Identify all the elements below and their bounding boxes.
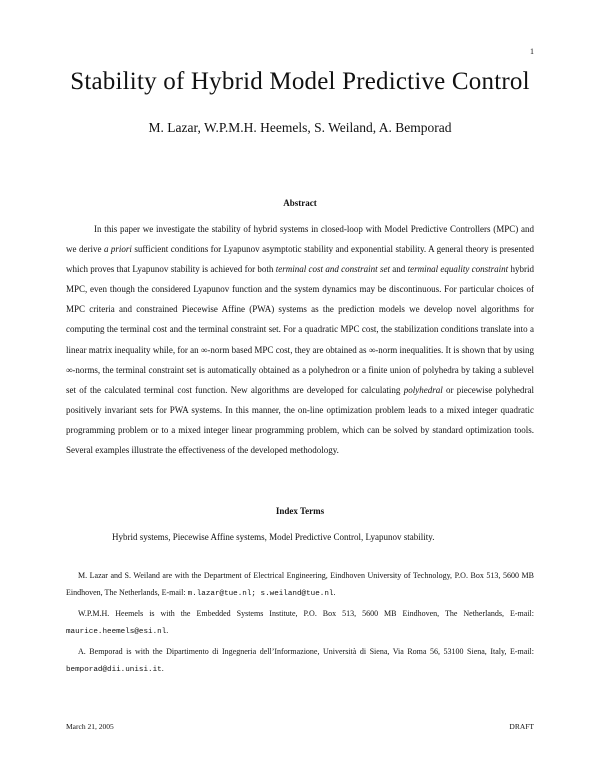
- footer-date: March 21, 2005: [66, 722, 114, 731]
- footnote-end: .: [161, 663, 164, 673]
- email-address: bemporad@dii.unisi.it: [66, 665, 162, 674]
- abstract-text: and: [389, 264, 408, 275]
- abstract-text: In this paper we investigate the stability of hybrid systems in closed-loop with Model Predictive Controllers (MPC) and we derive: [66, 224, 534, 255]
- abstract-emphasis: polyhedral: [403, 384, 443, 395]
- index-terms-heading: Index Terms: [275, 506, 325, 516]
- footer-draft-label: DRAFT: [509, 722, 534, 731]
- author-footnotes: [66, 567, 534, 680]
- index-terms-text: Hybrid systems, Piecewise Affine systems, Model Predictive Control, Lyapunov stability.: [112, 532, 435, 542]
- abstract-text: hybrid MPC, even though the considered Lyapunov function and the system dynamics may be discontinuous. For particular choices of MPC criteria and constrained Piecewise Affine (PWA) systems as the prediction models we develop novel algorithms for computing the terminal cost and the terminal constraint set. For a quadratic MPC cost, the stabilization conditions translate into a linear matrix inequality while, for an ∞-norm based MPC cost, they are obtained as ∞-norm inequalities. It is shown that by using ∞-norms, the terminal constraint set is automatically obtained as a polyhedron or a finite union of polyhedra by taking a sublevel set of the calculated terminal cost function. New algorithms are developed for calculating: [66, 264, 534, 395]
- abstract-emphasis: terminal cost and constraint set: [275, 264, 390, 275]
- footnote-end: .: [333, 588, 336, 597]
- abstract-emphasis: a priori: [103, 244, 132, 255]
- abstract-text: or piecewise polyhedral positively invariant sets for PWA systems. In this manner, the on-line optimization problem leads to a mixed integer quadratic programming problem or to a mixed integer linear programming problem, which can be solved by standard optimization tools. Several examples illustrate the effectiveness of the developed methodology.: [66, 384, 534, 456]
- abstract-emphasis: terminal equality constraint: [407, 264, 509, 275]
- footnote-text: W.P.M.H. Heemels is with the Embedded Systems Institute, P.O. Box 513, 5600 MB Eindhoven, The Netherlands, E-mail:: [78, 608, 534, 618]
- abstract-heading: Abstract: [283, 198, 317, 208]
- author-list: M. Lazar, W.P.M.H. Heemels, S. Weiland, A. Bemporad: [148, 120, 452, 135]
- page-number: 1: [530, 47, 534, 56]
- paper-title: Stability of Hybrid Model Predictive Control: [70, 68, 530, 95]
- abstract-text: sufficient conditions for Lyapunov asymptotic stability and exponential stability. A general theory is presented which proves that Lyapunov stability is achieved for both: [66, 244, 534, 275]
- footnote-lazar-weiland: [66, 567, 534, 603]
- footnote-end: .: [166, 625, 169, 635]
- footnote-text: M. Lazar and S. Weiland are with the Department of Electrical Engineering, Eindhoven University of Technology, P.O. Box 513, 5600 MB Eindhoven, The Netherlands, E-mail:: [66, 571, 534, 597]
- abstract-body: [66, 219, 534, 460]
- footnote-heemels: [66, 605, 534, 641]
- footnote-text: A. Bemporad is with the Dipartimento di Ingegneria dell’Informazione, Università di Siena, Via Roma 56, 53100 Siena, Italy, E-mail:: [78, 646, 534, 656]
- email-address: m.lazar@tue.nl; s.weiland@tue.nl: [187, 590, 334, 598]
- footnote-bemporad: [66, 643, 534, 679]
- email-address: maurice.heemels@esi.nl: [66, 627, 167, 636]
